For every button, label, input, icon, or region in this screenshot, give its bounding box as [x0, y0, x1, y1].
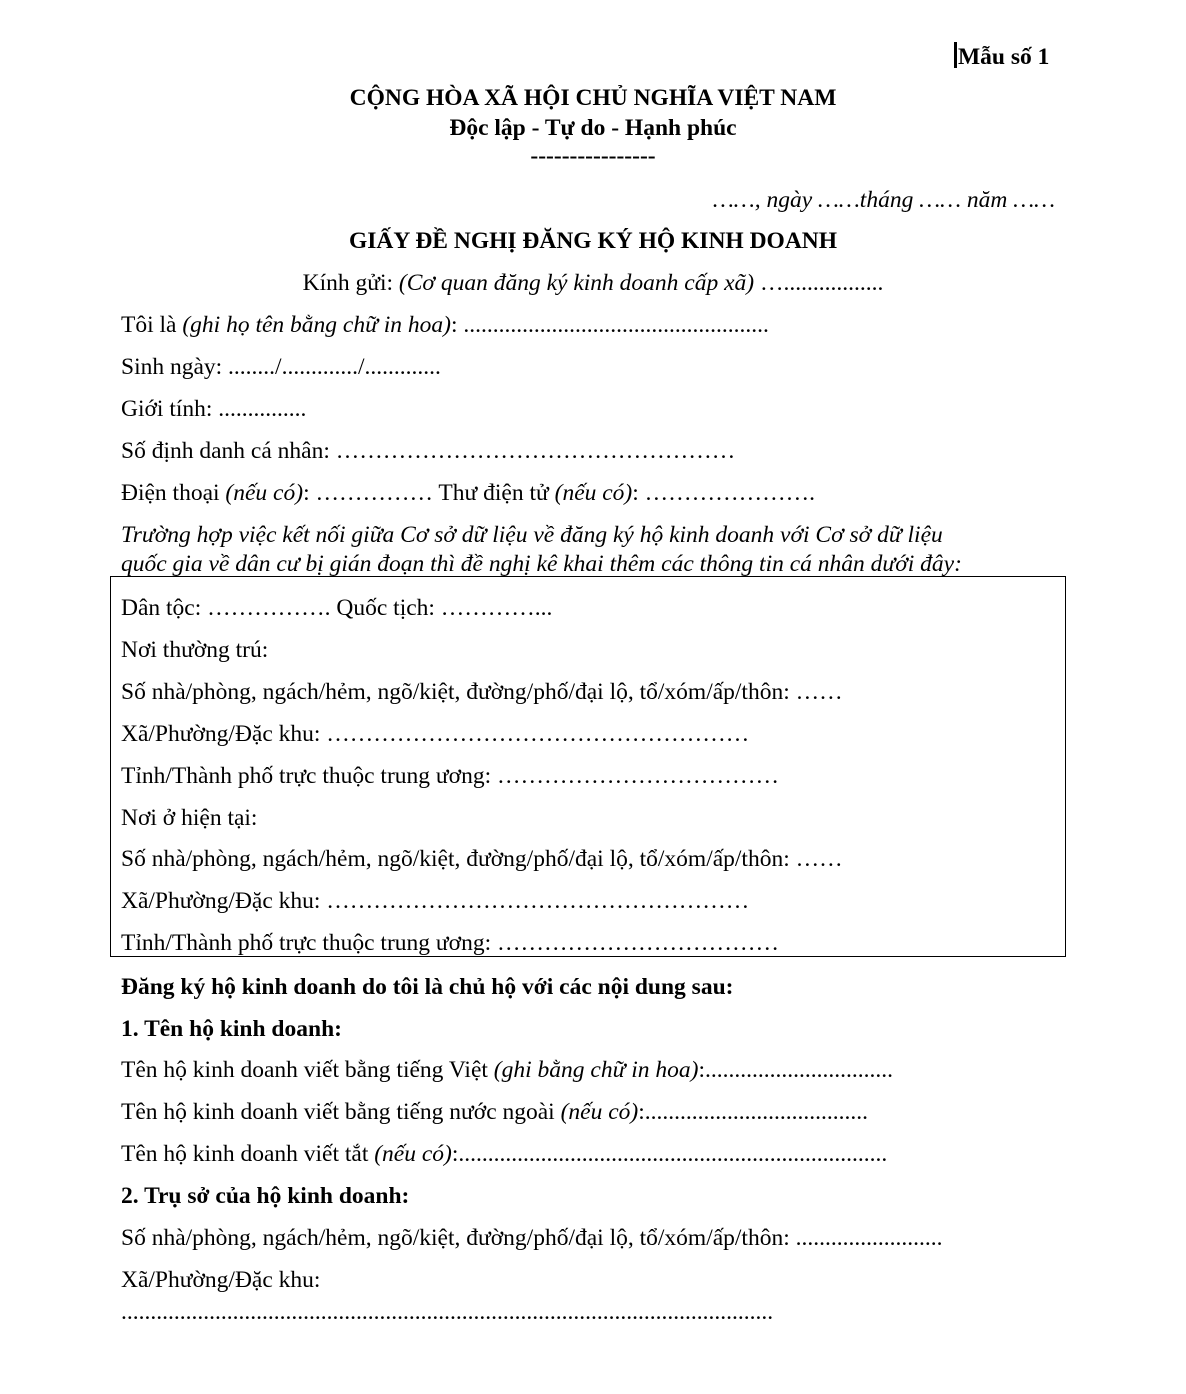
- phone-hint: (nếu có): [225, 480, 304, 506]
- permanent-province-field[interactable]: Tỉnh/Thành phố trực thuộc trung ương: ………………………………: [121, 763, 779, 789]
- gender-field[interactable]: Giới tính: ...............: [121, 396, 307, 422]
- note-line-1: [121, 520, 943, 550]
- document-title: GIẤY ĐỀ NGHỊ ĐĂNG KÝ HỘ KINH DOANH: [348, 228, 838, 254]
- form-number-text: Mẫu số 1: [958, 44, 1050, 70]
- date-line-text: ……, ngày ……tháng …… năm ……: [712, 187, 1055, 213]
- date-line[interactable]: [713, 185, 1055, 215]
- permanent-ward-field[interactable]: Xã/Phường/Đặc khu: ………………………………………………: [121, 721, 750, 747]
- permanent-residence-label: Nơi thường trú:: [121, 637, 269, 663]
- business-name-vn-dots: :................................: [698, 1057, 894, 1083]
- country-name: CỘNG HÒA XÃ HỘI CHỦ NGHĨA VIỆT NAM: [349, 85, 837, 111]
- note-line-2: [121, 549, 962, 579]
- section-1-heading: 1. Tên hộ kinh doanh:: [121, 1016, 342, 1042]
- form-number: [954, 42, 1049, 72]
- addressee-dots: ….................: [754, 270, 884, 296]
- fullname-hint: (ghi họ tên bằng chữ in hoa): [182, 312, 452, 338]
- addressee-agency: (Cơ quan đăng ký kinh doanh cấp xã): [398, 270, 755, 296]
- note-line-1-text: Trường hợp việc kết nối giữa Cơ sở dữ liệu về đăng ký hộ kinh doanh với Cơ sở dữ liệu: [121, 522, 943, 548]
- addressee-label: Kính gửi:: [302, 270, 399, 296]
- ethnicity-nationality-field[interactable]: Dân tộc: ……………. Quốc tịch: …………...: [121, 595, 553, 621]
- national-motto: Độc lập - Tự do - Hạnh phúc: [449, 115, 737, 141]
- permanent-street-field[interactable]: Số nhà/phòng, ngách/hẻm, ngõ/kiệt, đường/phố/đại lộ, tổ/xóm/ấp/thôn: ……: [121, 679, 843, 705]
- business-name-short-hint: (nếu có): [374, 1141, 452, 1167]
- business-name-vn-hint: (ghi bằng chữ in hoa): [493, 1057, 699, 1083]
- business-name-short-field[interactable]: [121, 1139, 887, 1169]
- addressee-line[interactable]: [0, 268, 1186, 298]
- current-ward-field[interactable]: Xã/Phường/Đặc khu: ………………………………………………: [121, 888, 750, 914]
- business-name-vn-field[interactable]: [121, 1055, 893, 1085]
- hq-street-field[interactable]: Số nhà/phòng, ngách/hẻm, ngõ/kiệt, đường/phố/đại lộ, tổ/xóm/ấp/thôn: .........................: [121, 1225, 943, 1251]
- text-cursor: [954, 42, 957, 68]
- current-province-field[interactable]: Tỉnh/Thành phố trực thuộc trung ương: ………………………………: [121, 930, 779, 956]
- fullname-dots: : ....................................................: [451, 312, 769, 338]
- register-intro: Đăng ký hộ kinh doanh do tôi là chủ hộ với các nội dung sau:: [121, 974, 734, 1000]
- id-number-field[interactable]: Số định danh cá nhân: ……………………………………………: [121, 438, 736, 464]
- current-street-field[interactable]: Số nhà/phòng, ngách/hẻm, ngõ/kiệt, đường/phố/đại lộ, tổ/xóm/ấp/thôn: ……: [121, 846, 843, 872]
- email-hint: (nếu có): [554, 480, 633, 506]
- hq-ward-label: Xã/Phường/Đặc khu:: [121, 1267, 321, 1293]
- business-name-short-label: Tên hộ kinh doanh viết tắt: [121, 1141, 375, 1167]
- business-name-short-dots: :.........................................................................: [451, 1141, 888, 1167]
- phone-dots: : ……………: [303, 480, 439, 506]
- birth-date-field[interactable]: Sinh ngày: ......../............./.............: [121, 354, 441, 380]
- current-residence-label: Nơi ở hiện tại:: [121, 805, 258, 831]
- business-name-foreign-label: Tên hộ kinh doanh viết bằng tiếng nước ngoài: [121, 1099, 561, 1125]
- fullname-field[interactable]: [121, 310, 769, 340]
- header-separator: ----------------: [530, 143, 656, 169]
- business-name-vn-label: Tên hộ kinh doanh viết bằng tiếng Việt: [121, 1057, 494, 1083]
- email-dots: : ………………….: [632, 480, 816, 506]
- business-name-foreign-field[interactable]: [121, 1097, 868, 1127]
- section-2-heading: 2. Trụ sở của hộ kinh doanh:: [121, 1183, 410, 1209]
- contact-field[interactable]: [121, 478, 815, 508]
- business-name-foreign-hint: (nếu có): [560, 1099, 639, 1125]
- note-line-2-text: quốc gia về dân cư bị gián đoạn thì đề nghị kê khai thêm các thông tin cá nhân dưới đây:: [121, 551, 962, 577]
- email-label: Thư điện tử: [438, 480, 555, 506]
- hq-ward-field[interactable]: ...............................................................................................................: [121, 1299, 774, 1325]
- business-name-foreign-dots: :......................................: [638, 1099, 869, 1125]
- phone-label: Điện thoại: [121, 480, 226, 506]
- fullname-label: Tôi là: [121, 312, 183, 338]
